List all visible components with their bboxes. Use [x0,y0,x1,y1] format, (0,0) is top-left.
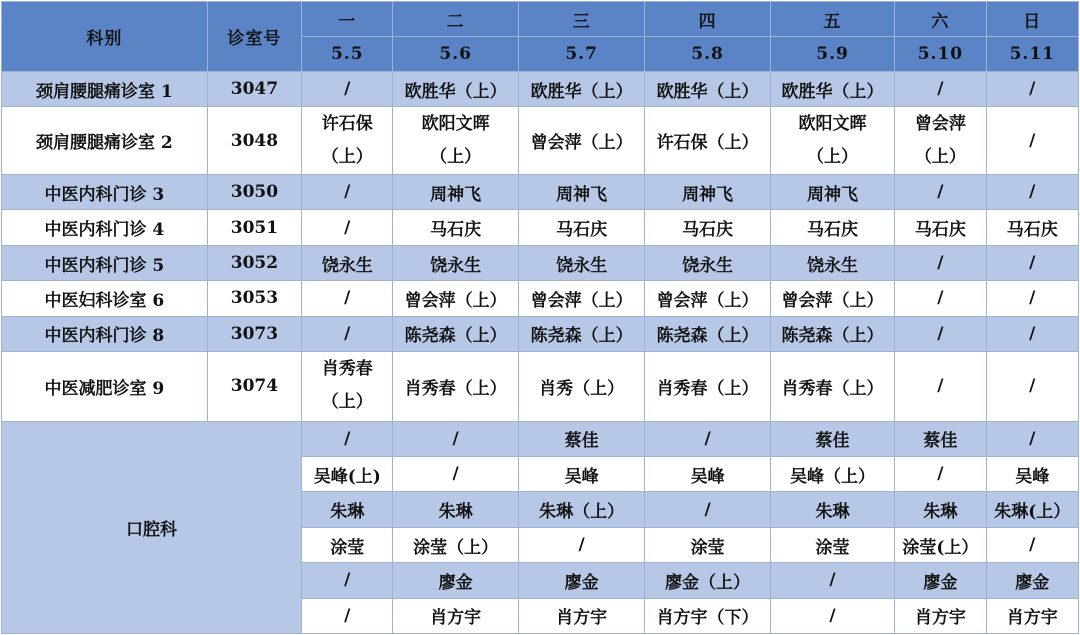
schedule-cell: 蔡佳 [895,421,986,456]
cell-line: 曾会萍 [914,113,966,134]
dept-cell-dental: 口腔科 [2,421,302,633]
schedule-cell: 朱琳(上） [986,492,1078,527]
schedule-cell: 吴峰 [518,457,644,492]
schedule-cell: / [895,316,986,351]
schedule-cell: 马石庆 [518,210,644,245]
table-row [2,72,1079,107]
header-dept: 科别 [2,2,208,72]
schedule-cell [770,107,894,175]
cell-line: （上） [321,392,373,413]
schedule-cell: / [895,351,986,421]
cell-line: 欧阳文晖 [421,113,490,134]
schedule-cell: 马石庆 [645,210,770,245]
schedule-cell: 吴峰 [986,457,1078,492]
schedule-cell: / [770,598,894,633]
schedule-cell: / [302,316,393,351]
header-date: 5.6 [393,37,518,72]
schedule-cell: / [302,175,393,210]
schedule-cell: 周神飞 [770,175,894,210]
schedule-table [1,1,1079,634]
header-day: 二 [393,2,518,37]
schedule-cell: 陈尧森（上） [393,316,518,351]
header-date: 5.8 [645,37,770,72]
schedule-cell [895,107,986,175]
schedule-cell: 肖方宇 [895,598,986,633]
schedule-cell: 曾会萍（上） [645,281,770,316]
schedule-cell: / [302,281,393,316]
room-cell: 3051 [207,210,301,245]
schedule-cell: 欧胜华（上） [518,72,644,107]
schedule-cell: 马石庆 [393,210,518,245]
schedule-cell: 肖秀春（上） [393,351,518,421]
table-row [2,316,1079,351]
header-date: 5.9 [770,37,894,72]
schedule-cell: 涂莹（上） [393,527,518,562]
schedule-cell: / [302,72,393,107]
schedule-cell: 涂莹 [645,527,770,562]
dept-cell: 颈肩腰腿痛诊室 1 [2,72,208,107]
dept-cell: 颈肩腰腿痛诊室 2 [2,107,208,175]
cell-line: （上） [914,146,966,167]
schedule-cell: / [302,421,393,456]
schedule-cell: 廖金（上） [645,563,770,598]
schedule-cell: / [302,563,393,598]
schedule-cell: / [895,72,986,107]
table-row [2,175,1079,210]
schedule-cell: 肖秀春（上） [645,351,770,421]
schedule-cell: 马石庆 [986,210,1078,245]
schedule-cell: 涂莹 [302,527,393,562]
schedule-cell: 肖方宇 [986,598,1078,633]
schedule-cell: / [986,175,1078,210]
schedule-cell [302,107,393,175]
header-date: 5.7 [518,37,644,72]
dept-cell: 中医内科门诊 8 [2,316,208,351]
schedule-cell: / [393,421,518,456]
schedule-cell: / [302,210,393,245]
schedule-cell: / [986,351,1078,421]
header-room: 诊室号 [207,2,301,72]
table-row [2,421,1079,456]
schedule-cell: 涂莹 [770,527,894,562]
schedule-cell: / [895,245,986,280]
header-day: 四 [645,2,770,37]
schedule-cell: 曾会萍（上） [770,281,894,316]
cell-line: 欧阳文晖 [798,113,867,134]
schedule-cell: / [393,457,518,492]
schedule-cell: 曾会萍（上） [518,107,644,175]
header-day: 日 [986,2,1078,37]
header-date: 5.11 [986,37,1078,72]
room-cell: 3074 [207,351,301,421]
header-date: 5.10 [895,37,986,72]
schedule-cell: / [895,175,986,210]
schedule-cell: 吴峰(上) [302,457,393,492]
schedule-cell: 欧胜华（上） [393,72,518,107]
schedule-cell: / [302,598,393,633]
schedule-cell: 朱琳 [770,492,894,527]
header-day: 六 [895,2,986,37]
header-day: 五 [770,2,894,37]
schedule-cell: 饶永生 [393,245,518,280]
schedule-cell: 廖金 [895,563,986,598]
schedule-cell: 肖秀春（上） [770,351,894,421]
room-cell: 3052 [207,245,301,280]
schedule-cell: / [986,527,1078,562]
header-day: 一 [302,2,393,37]
cell-line: 肖秀春 [321,359,373,380]
schedule-cell: / [986,316,1078,351]
schedule-cell: 肖方宇 [518,598,644,633]
schedule-cell: 朱琳（上） [518,492,644,527]
schedule-cell: / [645,421,770,456]
schedule-cell: 欧胜华（上） [770,72,894,107]
header-date: 5.5 [302,37,393,72]
cell-line: （上） [807,146,859,167]
schedule-cell: / [895,457,986,492]
schedule-cell: 涂莹(上） [895,527,986,562]
cell-line: 许石保 [321,113,373,134]
schedule-cell: 马石庆 [895,210,986,245]
schedule-cell: 陈尧森（上） [518,316,644,351]
header-row-days [2,2,1079,37]
schedule-cell: 饶永生 [302,245,393,280]
schedule-cell: 许石保（上） [645,107,770,175]
schedule-cell: 朱琳 [895,492,986,527]
schedule-cell: 曾会萍（上） [518,281,644,316]
schedule-cell: 吴峰（上） [770,457,894,492]
schedule-cell: 欧胜华（上） [645,72,770,107]
dept-cell: 中医减肥诊室 9 [2,351,208,421]
schedule-cell: / [986,281,1078,316]
dept-cell: 中医妇科诊室 6 [2,281,208,316]
schedule-cell: 陈尧森（上） [645,316,770,351]
schedule-cell: / [986,245,1078,280]
dept-cell: 中医内科门诊 3 [2,175,208,210]
schedule-cell: / [645,492,770,527]
schedule-cell [393,107,518,175]
table-row [2,351,1079,421]
schedule-cell: 肖秀（上） [518,351,644,421]
room-cell: 3050 [207,175,301,210]
cell-line: （上） [430,146,482,167]
schedule-cell: 周神飞 [645,175,770,210]
schedule-cell: / [986,107,1078,175]
room-cell: 3047 [207,72,301,107]
schedule-cell: 周神飞 [518,175,644,210]
schedule-cell: 饶永生 [518,245,644,280]
table-row [2,107,1079,175]
dept-cell: 中医内科门诊 4 [2,210,208,245]
schedule-cell: 陈尧森（上） [770,316,894,351]
schedule-cell: 饶永生 [770,245,894,280]
cell-line: （上） [321,146,373,167]
schedule-cell: 肖方宇 [393,598,518,633]
schedule-cell: 廖金 [518,563,644,598]
schedule-cell: 肖方宇（下） [645,598,770,633]
room-cell: 3073 [207,316,301,351]
schedule-cell: 朱琳 [302,492,393,527]
schedule-cell: / [986,421,1078,456]
table-row [2,281,1079,316]
schedule-cell: 廖金 [986,563,1078,598]
schedule-cell: 蔡佳 [770,421,894,456]
schedule-cell: / [986,72,1078,107]
dept-cell: 中医内科门诊 5 [2,245,208,280]
schedule-cell: 马石庆 [770,210,894,245]
schedule-cell: 曾会萍（上） [393,281,518,316]
schedule-cell: / [770,563,894,598]
header-day: 三 [518,2,644,37]
schedule-cell: 吴峰 [645,457,770,492]
schedule-cell [302,351,393,421]
table-row [2,245,1079,280]
schedule-cell: 廖金 [393,563,518,598]
schedule-cell: 饶永生 [645,245,770,280]
schedule-cell: 蔡佳 [518,421,644,456]
room-cell: 3048 [207,107,301,175]
schedule-cell: 周神飞 [393,175,518,210]
table-row [2,210,1079,245]
schedule-cell: 朱琳 [393,492,518,527]
schedule-cell: / [518,527,644,562]
schedule-cell: / [895,281,986,316]
room-cell: 3053 [207,281,301,316]
